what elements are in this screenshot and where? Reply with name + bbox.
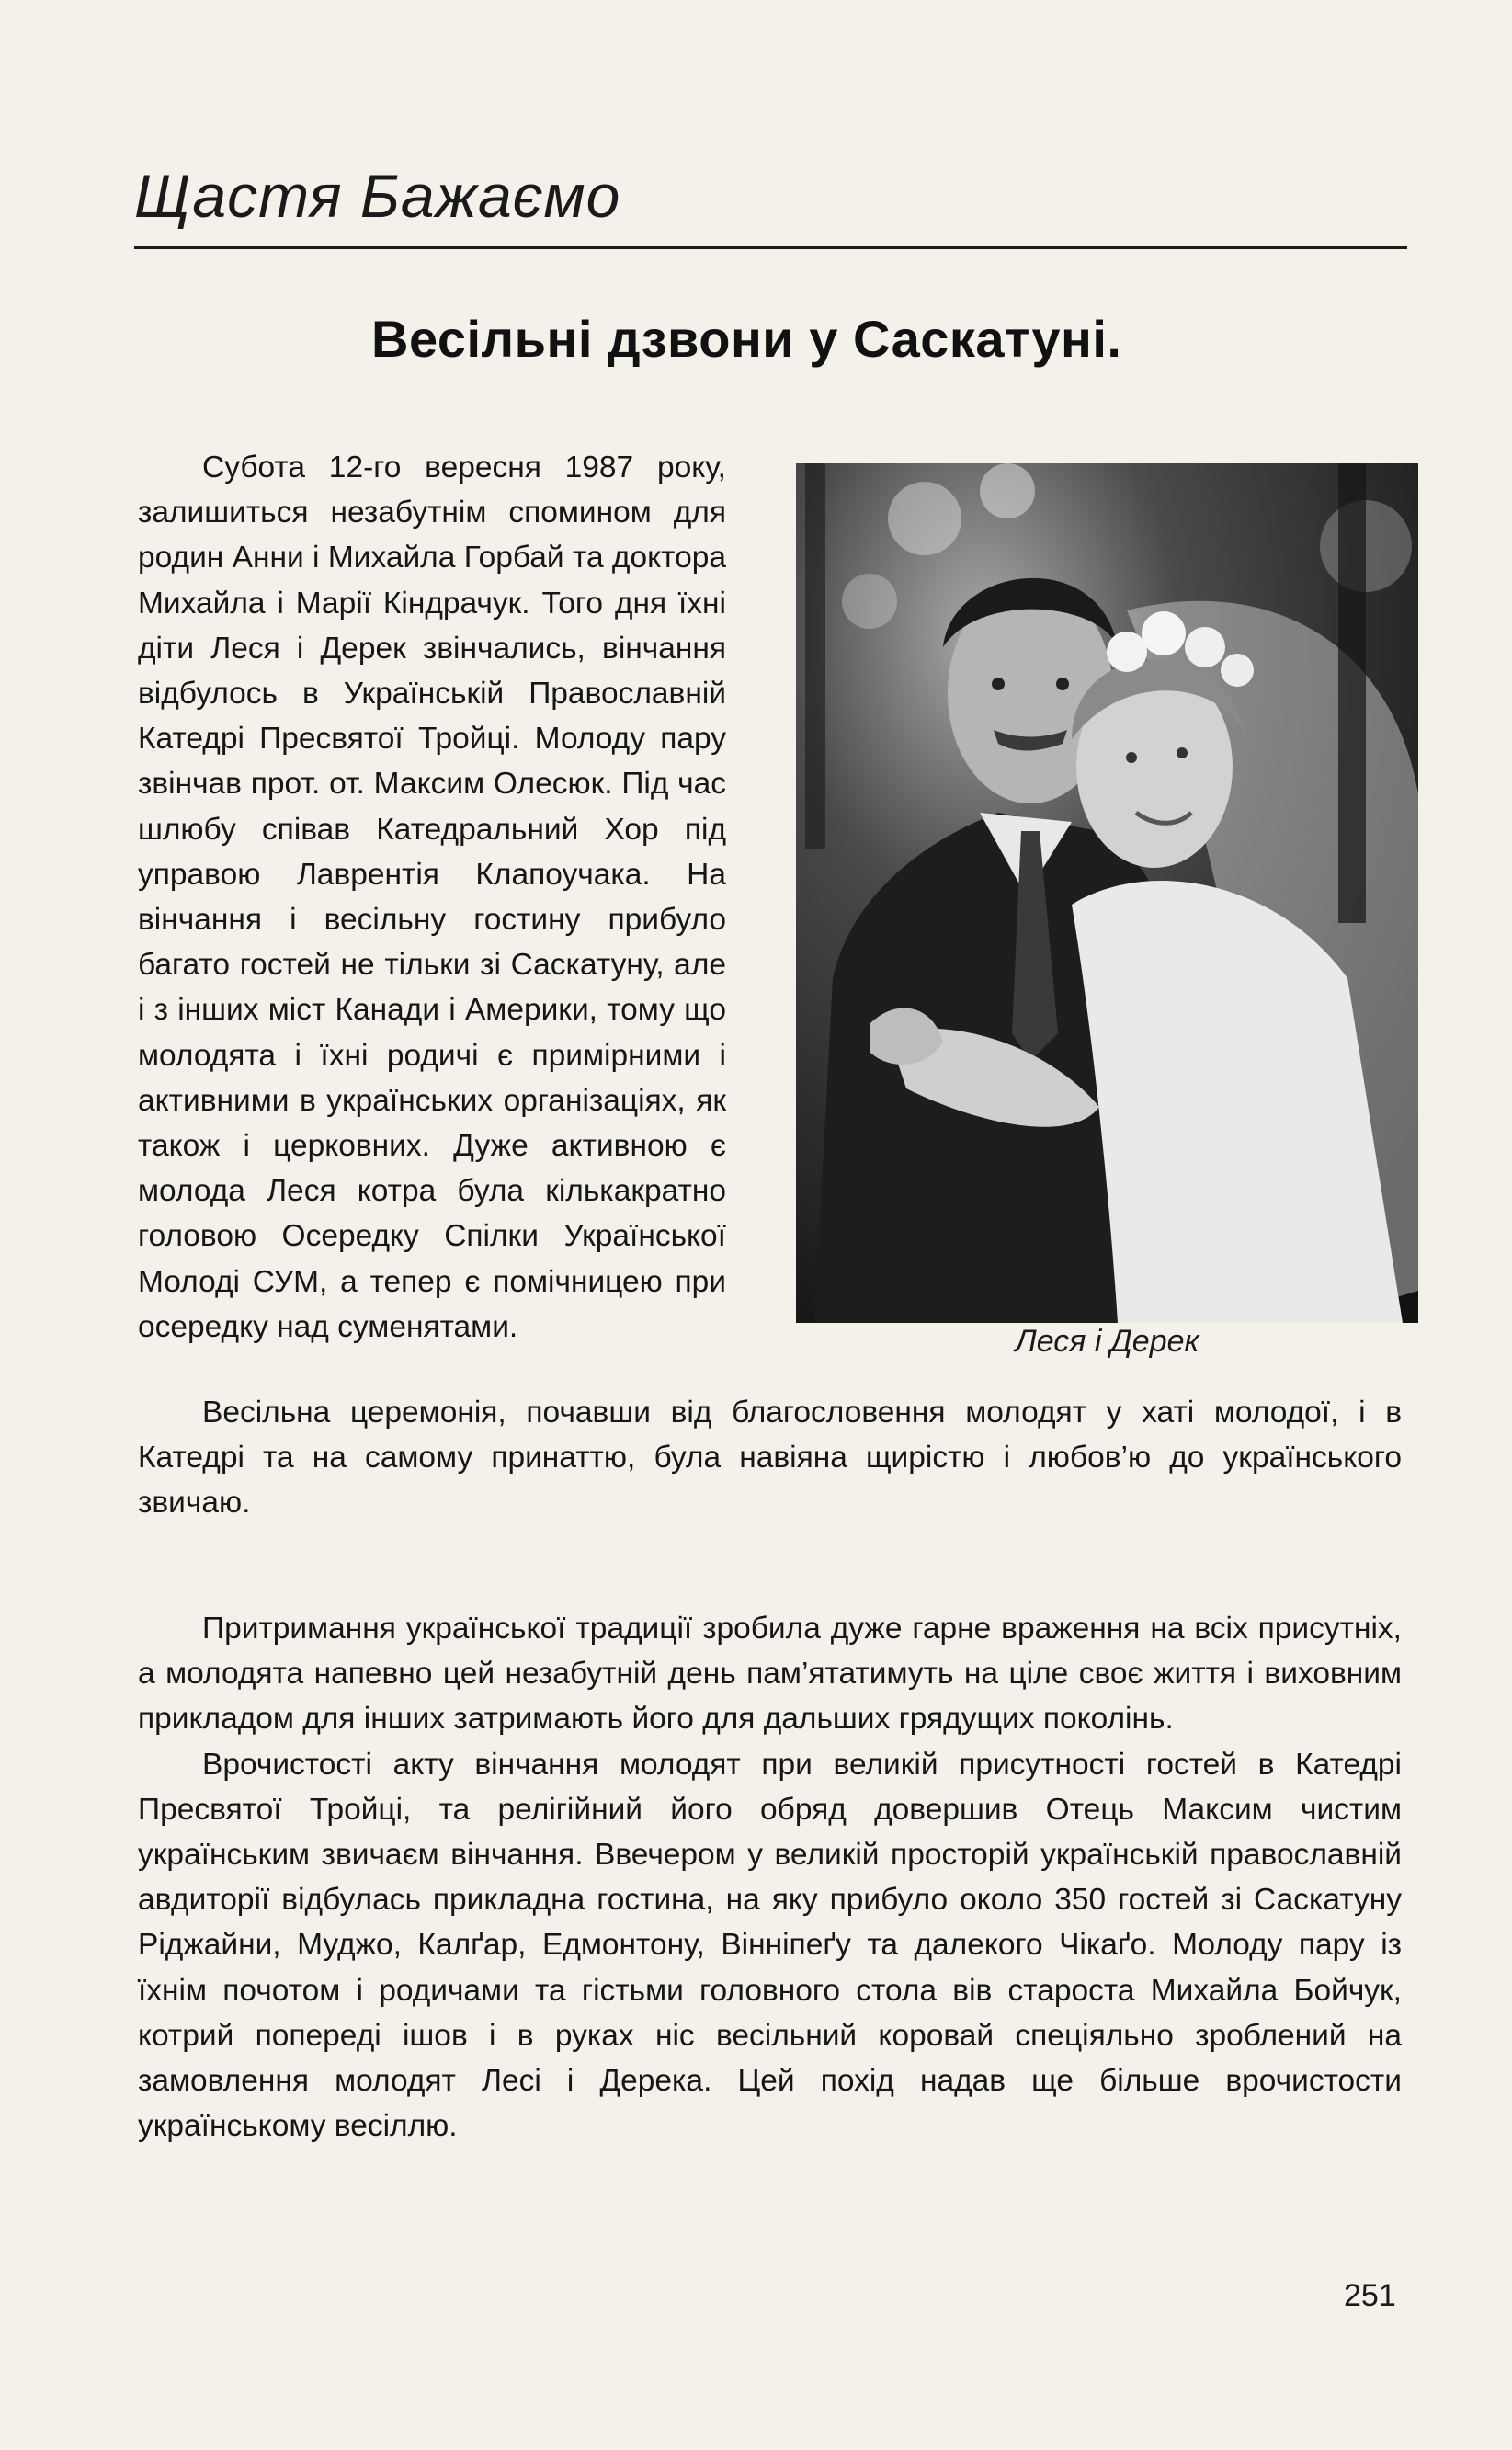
photo-caption: Леся і Дерек: [1015, 1324, 1199, 1359]
wedding-photo-illustration: [796, 463, 1418, 1323]
section-title: Щастя Бажаємо: [134, 162, 621, 230]
article-headline: Весільні дзвони у Саскатуні.: [371, 310, 1122, 368]
article-full-width-text: [138, 1390, 1402, 1526]
article-lower-text: [138, 1606, 1402, 2148]
paragraph-2: Весільна церемонія, почавши від благословення молодят у хаті молодої, і в Катедрі та на самому принаттю, була навіяна щирістю і любов’ю до українського звичаю.: [138, 1396, 1402, 1521]
wedding-photo: [796, 463, 1418, 1323]
page-number: 251: [1344, 2278, 1396, 2313]
article-column-text: [138, 445, 726, 1350]
paragraph-4: Врочистості акту вінчання молодят при великій присутності гостей в Катедрі Пресвятої Тройці, та релігійний його обряд довершив Отець Максим чистим українським звичаєм вінчання. Ввечером у великій просторій українській православній авдиторії відбулась прикладна гостина, на яку прибуло около 350 гостей зі Саскатуну Ріджайни, Муджо, Калґар, Едмонтону, Вінніпеґу та далекого Чікаґо. Молоду пару із їхнім почотом і родичами та гістьми головного стола вів староста Михайла Бойчук, котрий попереді ішов і в руках ніс весільний коровай спеціяльно зроблений на замовлення молодят Лесі і Дерека. Цей похід надав ще більше врочистости українському весіллю.: [138, 1747, 1402, 2144]
title-rule: [134, 246, 1407, 249]
paragraph-3: Притримання української традиції зробила дуже гарне враження на всіх присутніх, а молодята напевно цей незабутній день пам’ятатимуть на ціле своє життя і виховним прикладом для інших затримають його для дальших грядущих поколінь.: [138, 1612, 1402, 1737]
paragraph-1: [138, 445, 726, 1350]
paragraph-1-text: Субота 12-го вересня 1987 року, залишиться незабутнім спомином для родин Анни і Михайла Горбай та доктора Михайла і Марії Кіндрачук. Того дня їхні діти Леся і Дерек звінчались, вінчання відбулось в Українській Православній Катедрі Пресвятої Тройці. Молоду пару звінчав прот. от. Максим Олесюк. Під час шлюбу співав Катедральний Хор під управою Лаврентія Клапоучака. На вінчання і весільну гостину прибуло багато гостей не тільки зі Саскатуну, але і з інших міст Канади і Америки, тому що молодята і їхні родичі є примірними і активними в українських організаціях, як також і церковних. Дуже активною є молода Леся котра була кількакратно головою Осередку Спілки Української Молоді СУМ, а тепер є помічницею при осередку над суменятами.: [138, 450, 726, 1344]
